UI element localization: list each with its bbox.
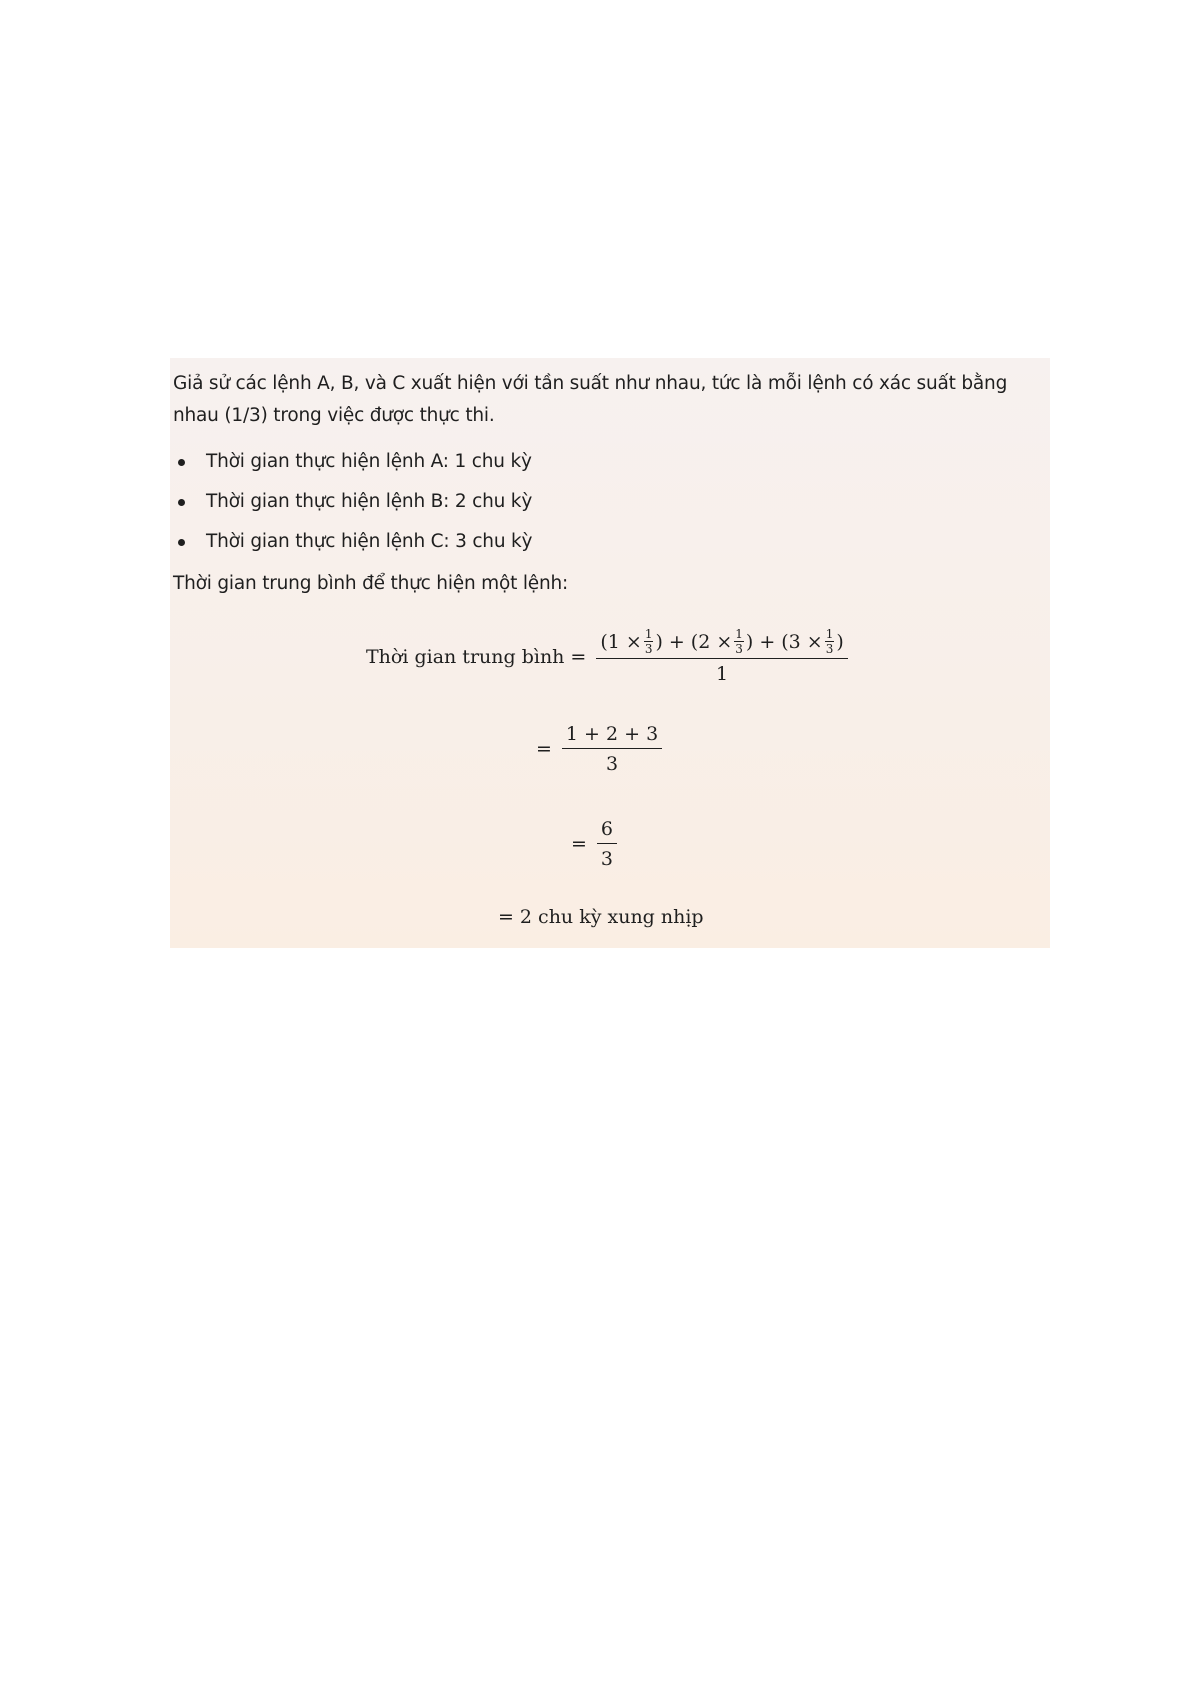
step-numerator: 6	[597, 818, 617, 844]
plus-sign: +	[759, 630, 776, 653]
formula-average-time	[366, 628, 852, 685]
mini-denominator: 3	[644, 642, 653, 656]
formula-step-sum	[530, 723, 666, 775]
one-third-fraction	[644, 628, 654, 655]
list-item-text: Thời gian thực hiện lệnh A: 1 chu kỳ	[206, 451, 532, 472]
step-denominator: 3	[606, 753, 619, 775]
lead-sentence: Thời gian trung bình để thực hiện một lệnh:	[173, 573, 569, 594]
formula-numerator	[596, 628, 847, 659]
step-fraction	[562, 723, 662, 775]
formula-step-six-thirds	[565, 818, 621, 870]
step-fraction	[597, 818, 617, 870]
mini-numerator: 1	[825, 627, 834, 641]
mini-denominator: 3	[735, 642, 743, 656]
equals-sign: =	[570, 645, 587, 668]
term-open: (3 ×	[781, 630, 823, 653]
instruction-time-list	[170, 442, 532, 562]
result-text: 2 chu kỳ xung nhịp	[519, 906, 704, 928]
mini-numerator: 1	[735, 627, 743, 641]
close-paren: )	[655, 630, 663, 653]
mini-denominator: 3	[825, 642, 834, 656]
equals-sign: =	[498, 906, 514, 928]
formula-fraction	[596, 628, 847, 685]
close-paren: )	[836, 630, 844, 653]
term-open: (2 ×	[690, 630, 733, 653]
close-paren: )	[745, 630, 754, 653]
equals-sign: =	[536, 738, 552, 760]
step-numerator: 1 + 2 + 3	[562, 723, 662, 749]
formula-lhs: Thời gian trung bình	[366, 645, 565, 668]
plus-sign: +	[668, 630, 685, 653]
bullet-icon	[178, 539, 185, 546]
one-third-fraction	[825, 628, 835, 655]
formula-denominator: 1	[716, 663, 729, 685]
list-item	[170, 522, 532, 562]
list-item	[170, 482, 532, 522]
list-item-text: Thời gian thực hiện lệnh B: 2 chu kỳ	[206, 491, 533, 512]
term-open: (1 ×	[600, 630, 642, 653]
equals-sign: =	[571, 833, 587, 855]
formula-result	[492, 906, 704, 928]
one-third-fraction	[734, 628, 744, 655]
bullet-icon	[178, 499, 185, 506]
list-item	[170, 442, 532, 482]
intro-paragraph: Giả sử các lệnh A, B, và C xuất hiện với tần suất như nhau, tức là mỗi lệnh có xác suất bằng nhau (1/3) trong việc được thực thi.	[173, 373, 1008, 426]
list-item-text: Thời gian thực hiện lệnh C: 3 chu kỳ	[206, 531, 533, 552]
bullet-icon	[178, 459, 185, 466]
content-panel	[170, 358, 1050, 948]
mini-numerator: 1	[644, 627, 653, 641]
step-denominator: 3	[600, 848, 614, 870]
